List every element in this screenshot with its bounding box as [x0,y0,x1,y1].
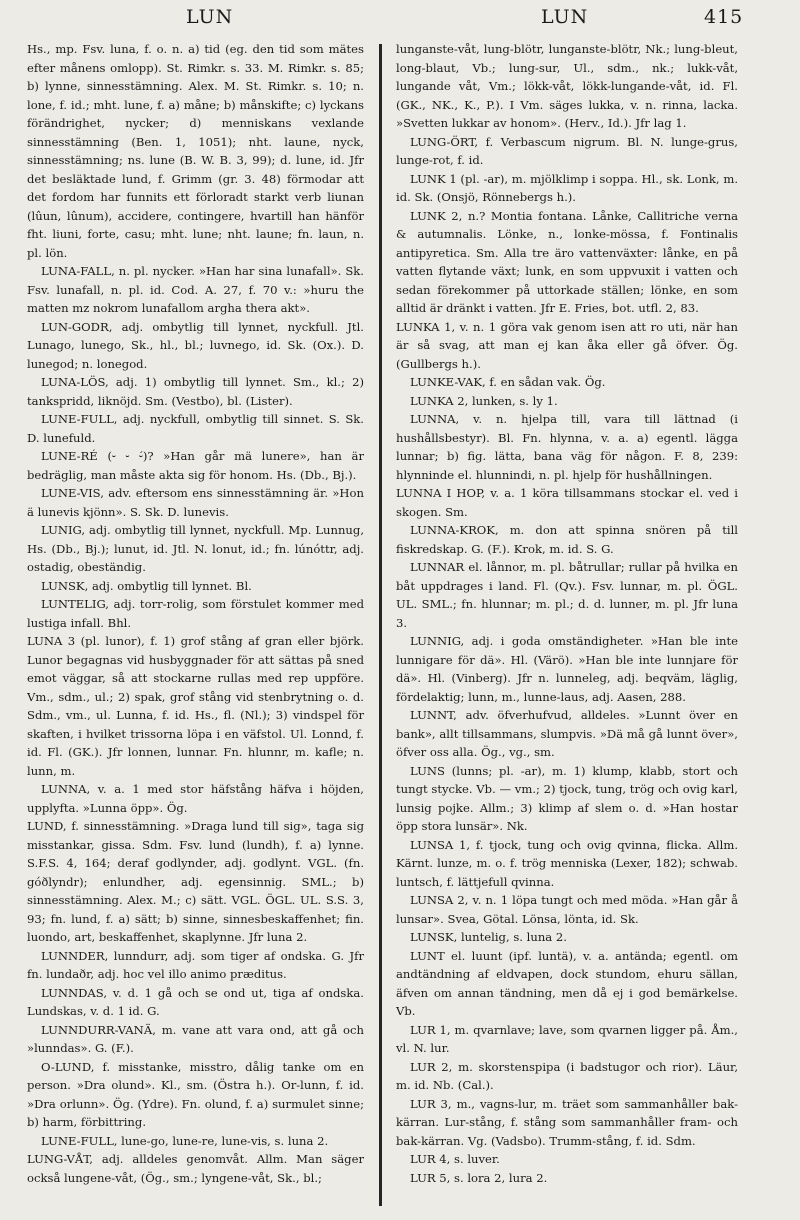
dictionary-entry: LUNSA 2, v. n. 1 löpa tungt och med möda. »Han går å lunsar». Svea, Götal. Lönsa, lönta, id. Sk. [396,893,738,926]
dictionary-entry: LUNG-ÖRT, f. Verbascum nigrum. Bl. N. lunge-grus, lunge-rot, f. id. [396,134,738,167]
dictionary-entry: LUNNA I HOP, v. a. 1 köra tillsammans stockar el. ved i skogen. Sm. [396,486,738,519]
dictionary-entry: LUNNA-KROK, m. don att spinna snören på till fiskredskap. G. (F.). Krok, m. id. S. G. [396,523,738,556]
dictionary-entry: LUNE-FULL, lune-go, lune-re, lune-vis, s. luna 2. [41,1133,329,1148]
dictionary-entry: LUNKA 2, lunken, s. ly 1. [410,393,558,408]
column-divider [379,44,382,1206]
dictionary-entry: LUNE-RÉ (⏑ ⏑ ⏑́)? »Han går mä lunere», han är bedräglig, man måste akta sig för honom. Hs. (Db., Bj.). [27,449,364,482]
dictionary-entry: lunganste-våt, lung-blötr, lunganste-blötr, Nk.; lung-bleut, long-blaut, Vb.; lung-sur, Ul., sdm., nk.; lukk-våt, lungande våt, Vm.; lökk-våt, lökk-lungande-våt, id. Fl. (GK., NK., K., P.). I Vm. säges lukka, v. n. rinna, lacka. »Svetten lukkar av honom». (Herv., Id.). Jfr lag 1. [396,42,738,130]
dictionary-entry: LUNE-FULL, adj. nyckfull, ombytlig till sinnet. S. Sk. D. lunefuld. [27,412,364,445]
dictionary-entry: LUNE-VIS, adv. eftersom ens sinnesstämning är. »Hon ä lunevis kjönn». S. Sk. D. lunevis. [27,486,364,519]
dictionary-entry: LUND, f. sinnesstämning. »Draga lund till sig», taga sig misstankar, gissa. Sdm. Fsv. lund (lundh), f. a) lynne. S.F.S. 4, 164; deraf godlynder, adj. godlynt. VGL. (fn. góðlyndr); enlundher, adj. egensinnig. SML.; b) sinnesstämning. Alex. M.; c) sätt. VGL. ÖGL. UL. S.S. 3, 93; fn. lund, f. a) sätt; b) sinne, sinnesbeskaffenhet; fin. luondo, art, beskaffenhet, skaplynne. Jfr luna 2. [27,819,364,944]
dictionary-entry: LUNNA, v. a. 1 med stor häfstång häfva i höjden, upplyfta. »Lunna öpp». Ög. [27,782,364,815]
dictionary-entry: LUR 3, m., vagns-lur, m. träet som sammanhåller bak-kärran. Lur-stång, f. stång som sammanhåller fram- och bak-kärran. Vg. (Vadsbo). Trumm-stång, f. id. Sdm. [396,1096,738,1148]
dictionary-entry: LUNNDURR-VANÄ, m. vane att vara ond, att gå och »lunndas». G. (F.). [27,1022,364,1055]
page-number: 415 [704,6,744,28]
dictionary-entry: LUNS (lunns; pl. -ar), m. 1) klump, klabb, stort och tungt stycke. Vb. — vm.; 2) tjock, tung, trög och ovig karl, lunsig pojke. Allm.; 3) klimp af slem o. d. »Han hostar öpp stora lunsär». Nk. [396,763,738,833]
dictionary-entry: LUNT el. luunt (ipf. luntä), v. a. antända; egentl. om andtändning af eldvapen, dock stundom, ehuru sällan, äfven om annan tändning, men då ej i god bemärkelse. Vb. [396,948,738,1018]
dictionary-entry: LUNNT, adv. öfverhufvud, alldeles. »Lunnt över en bank», allt tillsammans, slumpvis. »Dä må gå lunnt över», öfver oss alla. Ög., vg., sm. [396,708,738,759]
dictionary-entry: LUNSK, luntelig, s. luna 2. [410,930,567,944]
dictionary-entry: LUR 1, m. qvarnlave; lave, som qvarnen ligger på. Åm., vl. N. lur. [396,1022,738,1055]
dictionary-entry: Hs., mp. Fsv. luna, f. o. n. a) tid (eg. den tid som mätes efter månens omlopp). St. Rimkr. s. 33. M. Rimkr. s. 85; b) lynne, sinnesstämning. Alex. M. St. Rimkr. s. 10; n. lone, f. id.; mht. lune, f. a) måne; b) månskifte; c) lyckans förändrighet, nycker; d) menniskans vexlande sinnesstämning (Ben. 1, 1051); nht. laune, nyck, sinnesstämning; ns. lune (B. W. B. 3, 99); d. lune, id. Jfr det besläktade lund, f. Grimm (gr. 3. 48) förmodar att det fordom har funnits ett förloradt starkt verb liunan (lûun, lûnum), accidere, contingere, hvartill han hänför fht. liuni, forte, casu; mht. lune; nht. laune; fn. laun, n. pl. lön. [27,42,364,260]
right-column [396,40,738,1220]
dictionary-entry: LUR 4, s. luver. [410,1152,500,1166]
dictionary-entry: LUNG-VÅT, adj. alldeles genomvåt. Allm. Man säger också lungene-våt, (Ög., sm.; lyngene-våt, Sk., bl.; [27,1152,364,1185]
dictionary-entry: LUNNDER, lunndurr, adj. som tiger af ondska. G. Jfr fn. lundaðr, adj. hoc vel illo animo præditus. [27,948,364,981]
dictionary-entry: LUNNA, v. n. hjelpa till, vara till lättnad (i hushållsbestyr). Bl. Fn. hlynna, v. a. a) egentl. lägga lunnar; b) fig. lätta, bana väg för någon. F. 8, 239: hlynninde el. hlunnindi, n. pl. hjelp för hushållningen. [396,412,738,482]
dictionary-entry: LUR 5, s. lora 2, lura 2. [410,1170,548,1185]
dictionary-entry: LUNTELIG, adj. torr-rolig, som förstulet kommer med lustiga infall. Bhl. [27,597,364,630]
dictionary-entry: LUNNAR el. lånnor, m. pl. båtrullar; rullar på hvilka en båt uppdrages i land. Fl. (Qv.). Fsv. lunnar, m. pl. ÖGL. UL. SML.; fn. hlunnar; m. pl.; d. d. lunner, m. pl. Jfr luna 3. [396,560,738,630]
dictionary-entry: LUNNDAS, v. d. 1 gå och se ond ut, tiga af ondska. Lundskas, v. d. 1 id. G. [27,985,364,1018]
dictionary-entry: LUNKE-VAK, f. en sådan vak. Ög. [410,375,606,389]
dictionary-entry: LUNA 3 (pl. lunor), f. 1) grof stång af gran eller björk. Lunor begagnas vid husbyggnader för att sättas på sned emot väggar, så att stockarne rullas med rep uppföre. Vm., sdm., ul.; 2) spak, grof stång vid stenbrytning o. d. Sdm., vm., ul. Lunna, f. id. Hs., fl. (Nl.); 3) vindspel för skaften, i hvilket trissorna löpa i en väfstol. Ul. Lonnd, f. id. Fl. (GK.). Jfr lonnen, lunnar. Fn. hlunnr, m. kafle; n. lunn, m. [27,634,364,778]
left-column [27,40,364,1220]
running-head-right: LUN [541,6,589,28]
dictionary-entry: LUNA-FALL, n. pl. nycker. »Han har sina lunafall». Sk. Fsv. lunafall, n. pl. id. Cod. A. 27, f. 70 v.: »huru the matten mz nokrom lunafallom argha thera akt». [27,264,364,315]
dictionary-entry: LUNSA 1, f. tjock, tung och ovig qvinna, flicka. Allm. Kärnt. lunze, m. o. f. trög menniska (Lexer, 182); schwab. luntsch, f. lättjefull qvinna. [396,837,738,889]
dictionary-entry: LUNKA 1, v. n. 1 göra vak genom isen att ro uti, när han är så svag, att man ej kan åka eller gå öfver. Ög. (Gullbergs h.). [396,319,738,371]
dictionary-entry: LUNK 2, n.? Montia fontana. Lånke, Callitriche verna & autumnalis. Lönke, n., lonke-mössa, f. Fontinalis antipyretica. Sm. Alla tre äro vattenväxter: lånke, en på vatten flytande växt; lunk, en som uppvuxit i vatten och sedan förekommer på uttorkade ställen; lönke, en som alltid är dränkt i vatten. Jfr E. Fries, bot. utfl. 2, 83. [396,208,738,315]
dictionary-entry: LUNSK, adj. ombytlig till lynnet. Bl. [41,578,252,593]
dictionary-entry: O-LUND, f. misstanke, misstro, dålig tanke om en person. »Dra olund». Kl., sm. (Östra h.). Or-lunn, f. id. »Dra orlunn». Ög. (Ydre). Fn. olund, f. a) surmulet sinne; b) harm, förbittring. [27,1059,364,1129]
dictionary-entry: LUNIG, adj. ombytlig till lynnet, nyckfull. Mp. Lunnug, Hs. (Db., Bj.); lunut, id. Jtl. N. lonut, id.; fn. lúnóttr, adj. ostadig, obeständig. [27,523,364,574]
dictionary-entry: LUR 2, m. skorstenspipa (i badstugor och rior). Läur, m. id. Nb. (Cal.). [396,1059,738,1092]
dictionary-entry: LUN-GODR, adj. ombytlig till lynnet, nyckfull. Jtl. Lunago, lunego, Sk., hl., bl.; luvnego, id. Sk. (Ox.). D. lunegod; n. lonegod. [27,319,364,371]
dictionary-entry: LUNNIG, adj. i goda omständigheter. »Han ble inte lunnigare för dä». Hl. (Värö). »Han ble inte lunnjare för dä». Hl. (Vinberg). Jfr n. lunneleg, adj. beqväm, läglig, fördelaktig; lunn, m., lunne-laus, adj. Aasen, 288. [396,634,738,704]
dictionary-entry: LUNK 1 (pl. -ar), m. mjölklimp i soppa. Hl., sk. Lonk, m. id. Sk. (Onsjö, Rönnebergs h.). [396,171,738,204]
dictionary-entry: LUNA-LÖS, adj. 1) ombytlig till lynnet. Sm., kl.; 2) tankspridd, liknöjd. Sm. (Vestbo), bl. (Lister). [27,375,364,408]
running-head-left: LUN [186,6,234,28]
